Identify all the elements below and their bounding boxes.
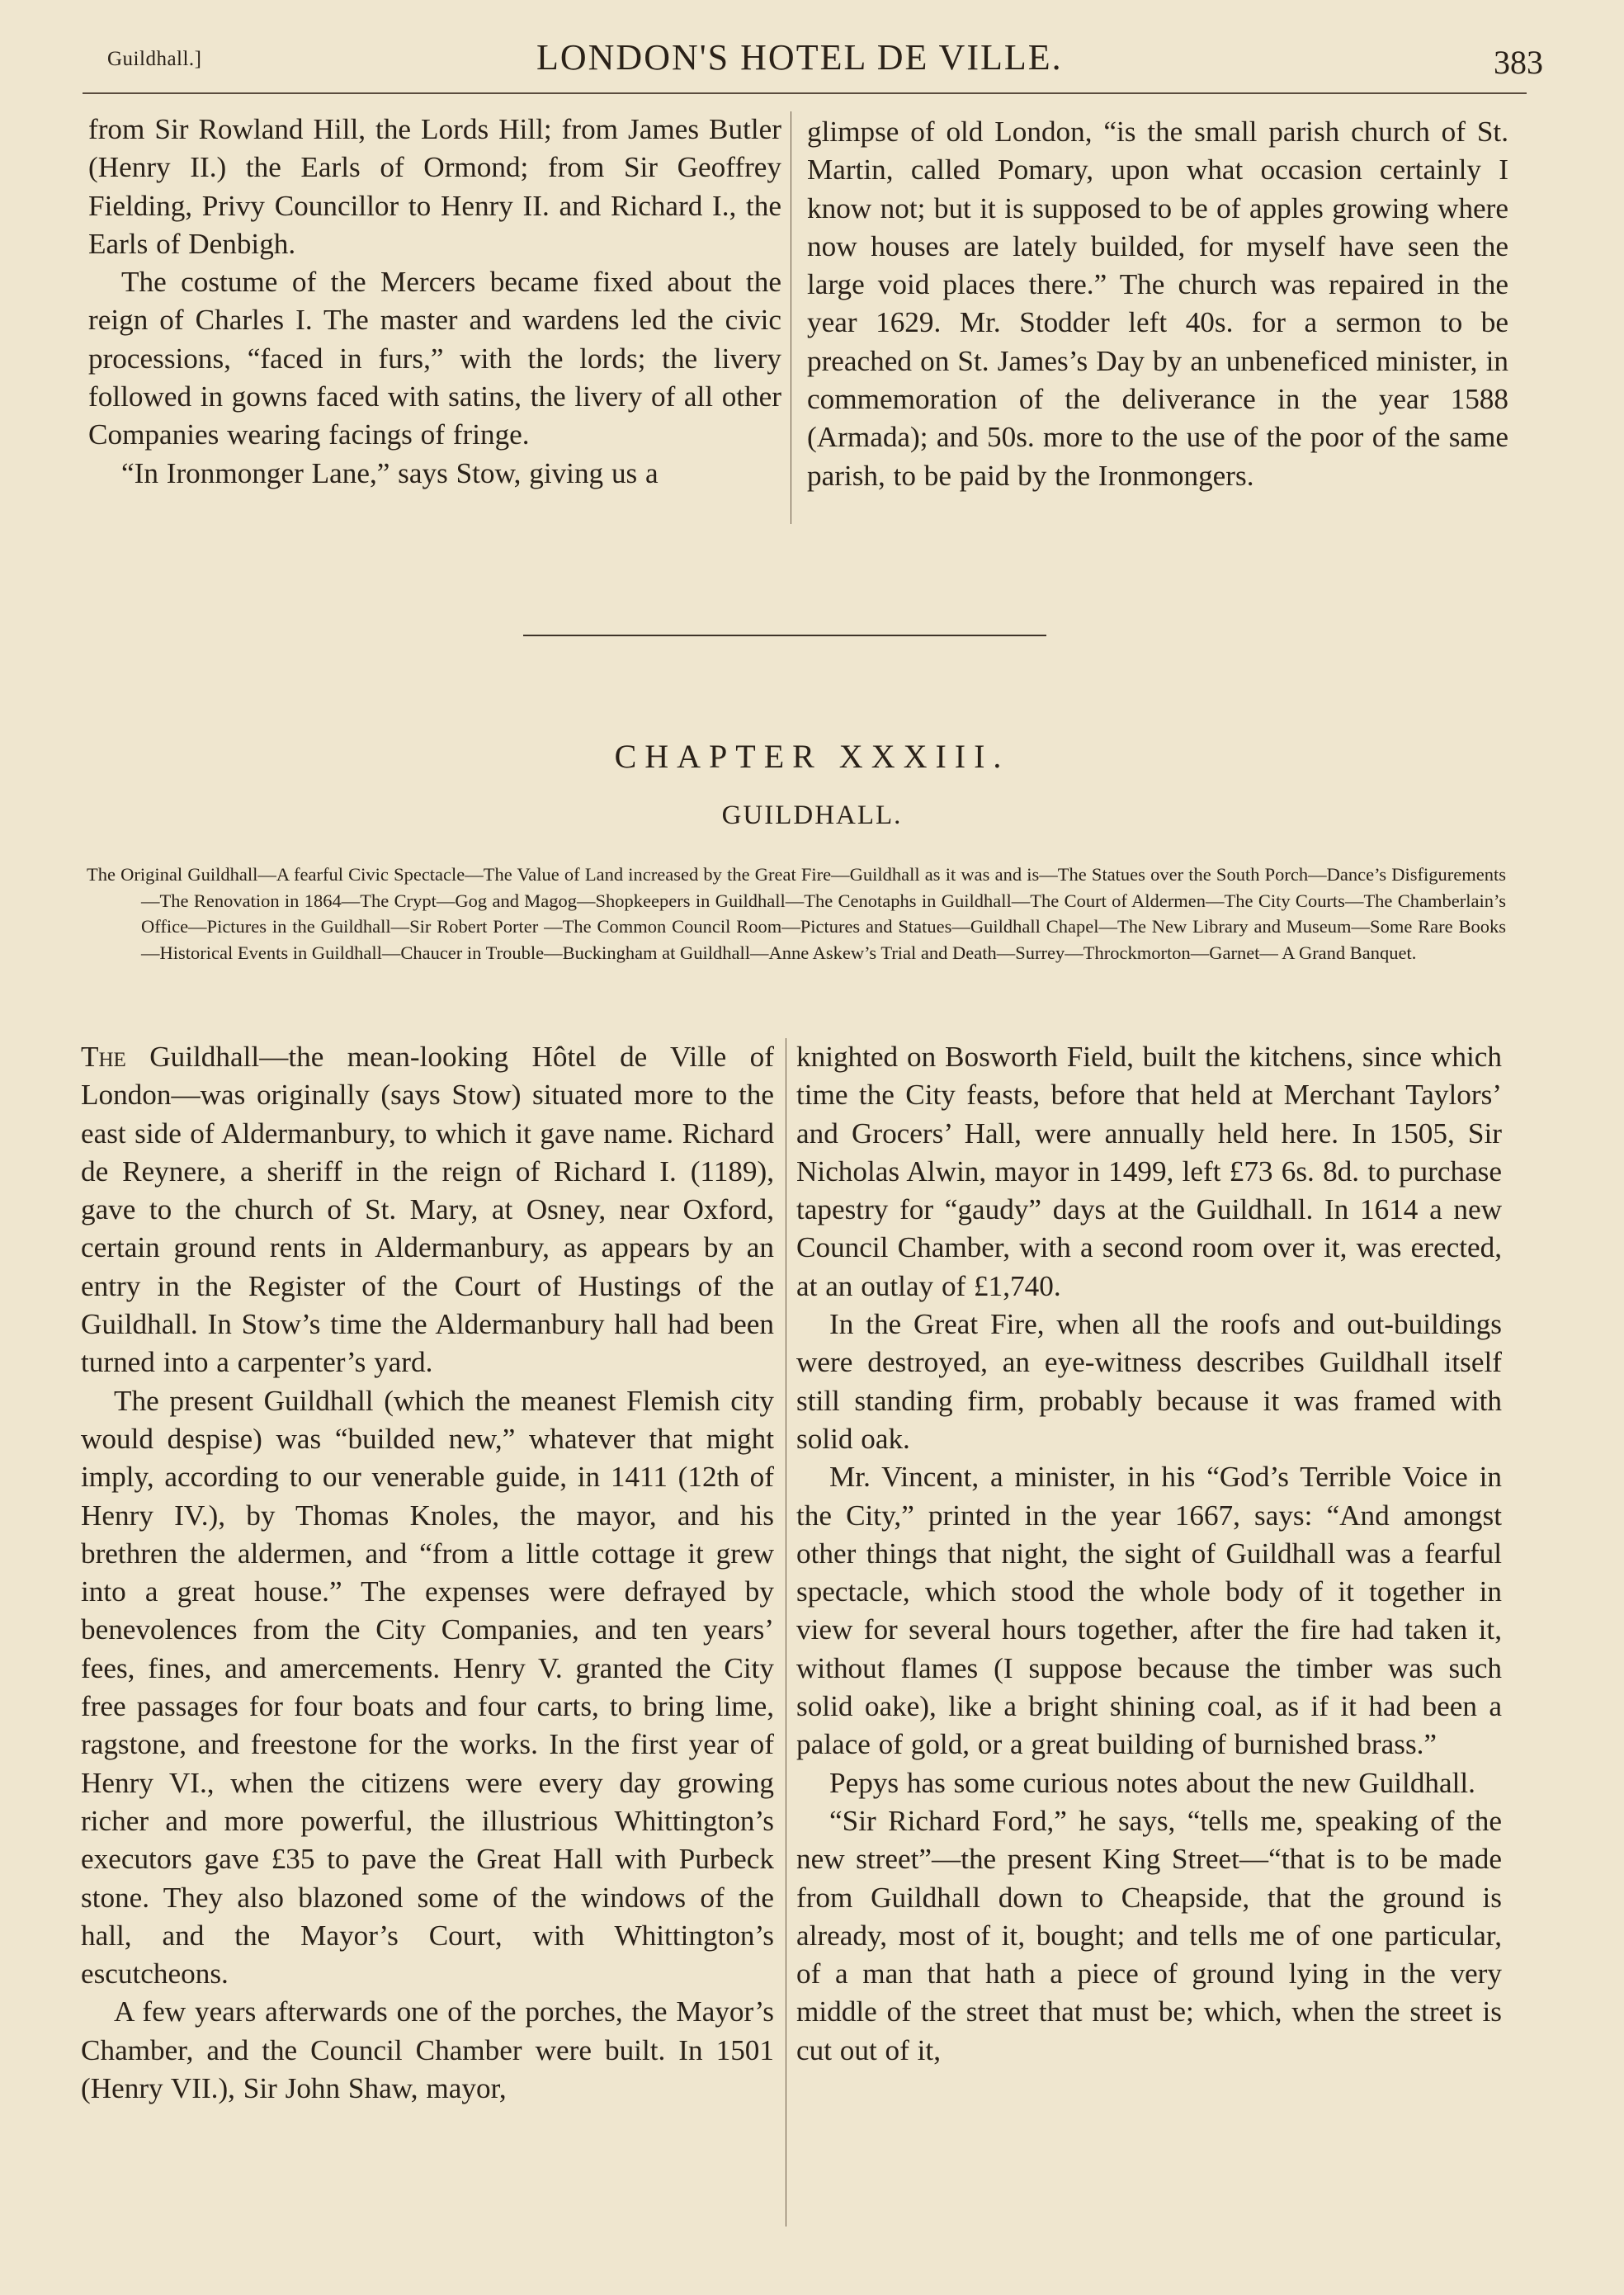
opening-word: The: [81, 1041, 126, 1073]
running-head: [83, 36, 1543, 94]
section-label: Guildhall.]: [107, 48, 202, 70]
chapter-separator-rule: [523, 635, 1046, 636]
chapter-number: CHAPTER XXXIII.: [614, 738, 1010, 775]
chapter-title: GUILDHALL.: [721, 800, 903, 830]
paragraph: In the Great Fire, when all the roofs and out-buildings were destroyed, an eye-witness describes Guildhall itself still standing firm, probably because it was framed with solid oak.: [796, 1308, 1502, 1455]
paragraph: from Sir Rowland Hill, the Lords Hill; from James Butler (Henry II.) the Earls of Ormond; from Sir Geoffrey Fielding, Privy Councillor to Henry II. and Richard I., the Earls of Denbigh.: [88, 113, 781, 260]
paragraph: The costume of the Mercers became fixed about the reign of Charles I. The master and wardens led the civic processions, “faced in furs,” with the lords; the livery followed in gowns faced with satins, the livery of all other Companies wearing facings of fringe.: [88, 266, 781, 451]
bottom-left-column: [81, 1038, 774, 2108]
opening-paragraph-text: Guildhall—the mean-looking Hôtel de Ville of London—was originally (says Stow) situated more to the east side of Aldermanbury, to which it gave name. Richard de Reynere, a sheriff in the reign of Richard I. (1189), gave to the church of St. Mary, at Osney, near Oxford, certain ground rents in Aldermanbury, as appears by an entry in the Register of the Court of Hustings of the Guildhall. In Stow’s time the Aldermanbury hall had been turned into a carpenter’s yard.: [81, 1041, 774, 1379]
top-right-column: [807, 113, 1508, 495]
opening-paragraph: [81, 1038, 774, 1382]
paragraph: Mr. Vincent, a minister, in his “God’s Terrible Voice in the City,” printed in the year 1667, says: “And amongst other things that night, the sight of Guildhall was a fearful spectacle, which stood the whole body of it together in view for several hours together, after the fire had taken it, without flames (I suppose because the timber was such solid oake), like a bright shining coal, as if it had been a palace of gold, or a great building of burnished brass.”: [796, 1461, 1502, 1761]
chapter-synopsis: The Original Guildhall—A fearful Civic Spectacle—The Value of Land increased by the Great Fire—Guildhall as it was and is—The Statues over the South Porch—Dance’s Disfigurements—The Renovation in 1864—The Crypt—Gog and Magog—Shopkeepers in Guildhall—The Cenotaphs in Guildhall—The Court of Aldermen—The City Courts—The Chamberlain’s Office—Pictures in the Guildhall—Sir Robert Porter —The Common Council Room—Pictures and Statues—Guildhall Chapel—The New Library and Museum—Some Rare Books—Historical Events in Guildhall—Chaucer in Trouble—Buckingham at Guildhall—Anne Askew’s Trial and Death—Surrey—Throckmorton—Garnet— A Grand Banquet.: [87, 864, 1506, 963]
page-number: 383: [1494, 44, 1543, 81]
header-rule: [83, 92, 1527, 94]
paragraph: “Sir Richard Ford,” he says, “tells me, speaking of the new street”—the present King Street—“that is to be made from Guildhall down to Cheapside, that the ground is already, most of it, bought; and tells me of one particular, of a man that hath a piece of ground lying in the very middle of the street that must be; which, when the street is cut out of it,: [796, 1804, 1502, 2066]
paragraph: The present Guildhall (which the meanest Flemish city would despise) was “builded new,” whatever that might imply, according to our venerable guide, in 1411 (12th of Henry IV.), by Thomas Knoles, the mayor, and his brethren the aldermen, and “from a little cottage it grew into a great house.” The expenses were defrayed by benevolences from the City Companies, and ten years’ fees, fines, and amercements. Henry V. granted the City free passages for four boats and four carts, to bring lime, ragstone, and freestone for the works. In the first year of Henry VI., when the citizens were every day growing richer and more powerful, the illustrious Whittington’s executors gave £35 to pave the Great Hall with Purbeck stone. They also blazoned some of the windows of the hall, and the Mayor’s Court, with Whittington’s escutcheons.: [81, 1384, 774, 1990]
paragraph: “In Ironmonger Lane,” says Stow, giving us a: [121, 456, 659, 489]
running-title: LONDON'S HOTEL DE VILLE.: [536, 37, 1063, 78]
paragraph: A few years afterwards one of the porches, the Mayor’s Chamber, and the Council Chamber were built. In 1501 (Henry VII.), Sir John Shaw, mayor,: [81, 1995, 774, 2105]
paragraph: glimpse of old London, “is the small parish church of St. Martin, called Pomary, upon what occasion certainly I know not; but it is supposed to be of apples growing where now houses are lately builded, for myself have seen the large void places there.” The church was repaired in the year 1629. Mr. Stodder left 40s. for a sermon to be preached on St. James’s Day by an unbeneficed minister, in commemoration of the deliverance in the year 1588 (Armada); and 50s. more to the use of the poor of the same parish, to be paid by the Ironmongers.: [807, 116, 1508, 492]
paragraph: knighted on Bosworth Field, built the kitchens, since which time the City feasts, before that held at Merchant Taylors’ and Grocers’ Hall, were annually held here. In 1505, Sir Nicholas Alwin, mayor in 1499, left £73 6s. 8d. to purchase tapestry for “gaudy” days at the Guildhall. In 1614 a new Council Chamber, with a second room over it, was erected, at an outlay of £1,740.: [796, 1041, 1502, 1302]
bottom-right-column: [796, 1038, 1502, 2070]
paragraph: Pepys has some curious notes about the new Guildhall.: [829, 1766, 1475, 1799]
top-left-column: [88, 111, 781, 493]
